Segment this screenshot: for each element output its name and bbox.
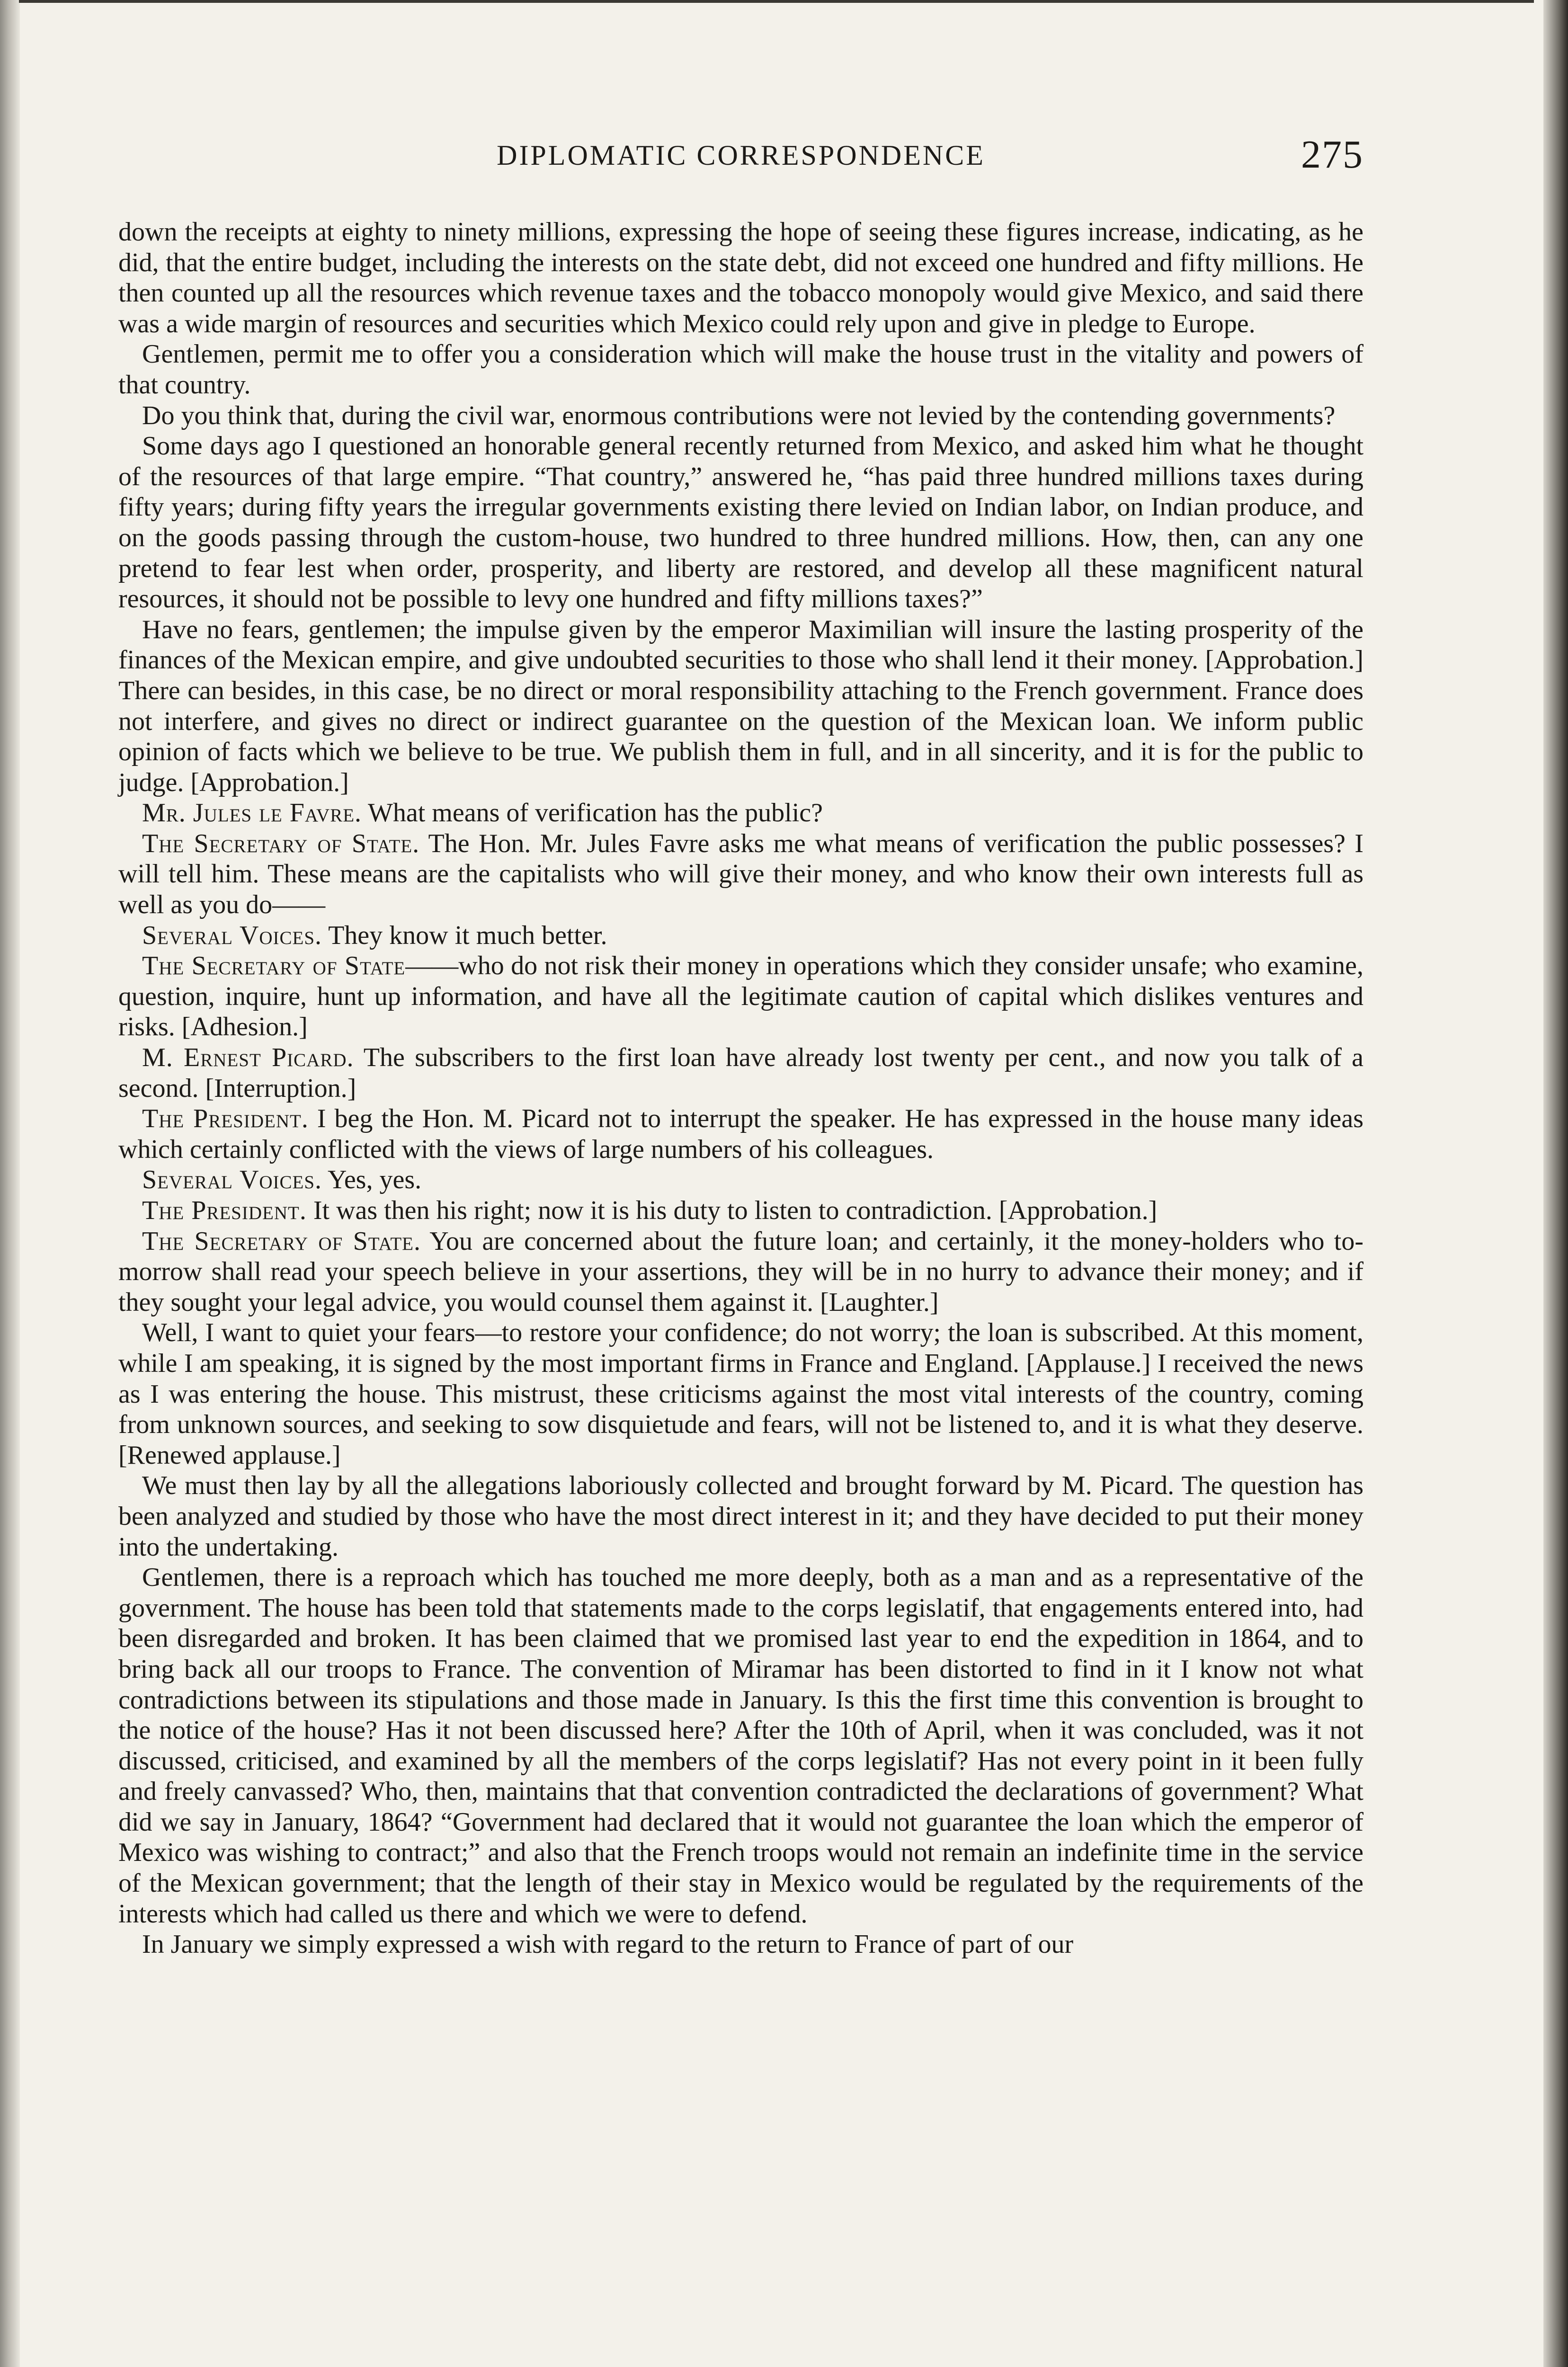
speech-paragraph — [118, 920, 1363, 951]
page-binding-edge — [0, 0, 20, 2367]
paragraph-text: Do you think that, during the civil war, enormous contributions were not levied by the contending governments? — [142, 400, 1336, 430]
paragraph-text: Gentlemen, there is a reproach which has touched me more deeply, both as a man and as a representative of the government. The house has been told that statements made to the corps legislatif, that engagements entered into, had been disregarded and broken. It has been claimed that we promised last year to end the expedition in 1864, and to bring back all our troops to France. The convention of Miramar has been distorted to find in it I know not what contradictions between its stipulations and those made in January. Is this the first time this convention is brought to the notice of the house? Has it not been discussed here? After the 10th of April, when it was concluded, was it not discussed, criticised, and examined by all the members of the corps legislatif? Has not every point in it been fully and freely canvassed? Who, then, maintains that that convention contradicted the declarations of government? What did we say in January, 1864? “Government had declared that it would not guarantee the loan which the emperor of Mexico was wishing to contract;” and also that the French troops would not remain an indefinite time in the service of the Mexican government; that the length of their stay in Mexico would be regulated by the requirements of the interests which had called us there and which we were to defend. — [118, 1563, 1363, 1929]
paragraph — [118, 1929, 1363, 1960]
page-outer-edge — [1543, 0, 1568, 2367]
speech-paragraph — [118, 828, 1363, 920]
page-header — [118, 135, 1363, 187]
paragraph-text: In January we simply expressed a wish with regard to the return to France of part of our — [142, 1930, 1074, 1959]
speaker-name: The Secretary of State — [142, 951, 406, 981]
speech-text: You are concerned about the future loan; and certainly, it the money-holders who to-morrow shall read your speech believe in your assertions, they will be in no hurry to advance their money; and if they sought your legal advice, you would counsel them against it. [Laughter.] — [118, 1226, 1363, 1317]
paragraph — [118, 339, 1363, 400]
speaker-name: The President. — [142, 1196, 307, 1225]
body-text — [118, 217, 1363, 1960]
top-border-rule — [19, 0, 1534, 3]
speaker-name: The Secretary of State. — [142, 828, 420, 858]
running-head: DIPLOMATIC CORRESPONDENCE — [497, 140, 985, 171]
paragraph-text: Gentlemen, permit me to offer you a consideration which will make the house trust in the vitality and powers of that country. — [118, 339, 1363, 400]
speech-text: Yes, yes. — [327, 1165, 422, 1195]
paragraph — [118, 1317, 1363, 1470]
speech-paragraph — [118, 1042, 1363, 1103]
speech-text: The subscribers to the first loan have already lost twenty per cent., and now you talk of a second. [Interruption.] — [118, 1043, 1363, 1103]
speaker-name: The Secretary of State. — [142, 1226, 421, 1256]
paragraph — [118, 614, 1363, 798]
speaker-name: Several Voices. — [142, 920, 322, 950]
paragraph — [118, 1562, 1363, 1929]
speaker-name: M. Ernest Picard. — [142, 1043, 354, 1073]
speech-paragraph — [118, 1165, 1363, 1195]
speech-text: What means of verification has the public? — [368, 798, 823, 828]
page-number: 275 — [1301, 133, 1363, 177]
speech-text: They know it much better. — [328, 920, 607, 950]
paragraph — [118, 431, 1363, 614]
paragraph — [118, 1470, 1363, 1562]
paragraph-text: We must then lay by all the allegations laboriously collected and brought forward by M. Picard. The question has been analyzed and studied by those who have the most direct interest in it; and they have decided to put their money into the undertaking. — [118, 1471, 1363, 1562]
speech-text: The Hon. Mr. Jules Favre asks me what means of verification the public possesses? I will tell him. These means are the capitalists who will give their money, and who know their own interests full as well as you do—— — [118, 828, 1363, 920]
paragraph-text: Some days ago I questioned an honorable general recently returned from Mexico, and asked him what he thought of the resources of that large empire. “That country,” answered he, “has paid three hundred millions taxes during fifty years; during fifty years the irregular governments existing there levied on Indian labor, on Indian produce, and on the goods passing through the custom-house, two hundred to three hundred millions. How, then, can any one pretend to fear lest when order, prosperity, and liberty are restored, and develop all these magnificent natural resources, it should not be possible to levy one hundred and fifty millions taxes?” — [118, 431, 1363, 614]
speaker-name: Several Voices. — [142, 1165, 322, 1195]
speech-text: ——who do not risk their money in operations which they consider unsafe; who examine, question, inquire, hunt up information, and have all the legitimate caution of capital which dislikes ventures and risks. [Adhesion.] — [118, 951, 1363, 1042]
speaker-name: The President. — [142, 1104, 309, 1134]
paragraph-text: Well, I want to quiet your fears—to restore your confidence; do not worry; the loan is subscribed. At this moment, while I am speaking, it is signed by the most important firms in France and England. [Applause.] I received the news as I was entering the house. This mistrust, these criticisms against the most vital interests of the country, coming from unknown sources, and seeking to sow disquietude and fears, will not be listened to, and it is what they deserve. [Renewed applause.] — [118, 1318, 1363, 1470]
paragraph-text: down the receipts at eighty to ninety millions, expressing the hope of seeing these figures increase, indicating, as he did, that the entire budget, including the interests on the state debt, did not exceed one hundred and fifty millions. He then counted up all the resources which revenue taxes and the tobacco monopoly would give Mexico, and said there was a wide margin of resources and securities which Mexico could rely upon and give in pledge to Europe. — [118, 217, 1363, 338]
speech-paragraph — [118, 951, 1363, 1042]
speech-paragraph — [118, 1195, 1363, 1226]
speech-paragraph — [118, 798, 1363, 828]
speech-paragraph — [118, 1103, 1363, 1165]
speech-paragraph — [118, 1226, 1363, 1318]
speaker-name: Mr. Jules le Favre. — [142, 798, 362, 828]
speech-text: It was then his right; now it is his duty to listen to contradiction. [Approbation.] — [313, 1196, 1158, 1225]
paragraph — [118, 400, 1363, 431]
paragraph-text: Have no fears, gentlemen; the impulse given by the emperor Maximilian will insure the lasting prosperity of the finances of the Mexican empire, and give undoubted securities to those who shall lend it their money. [Approbation.] There can besides, in this case, be no direct or moral responsibility attaching to the French government. France does not interfere, and gives no direct or indirect guarantee on the question of the Mexican loan. We inform public opinion of facts which we believe to be true. We publish them in full, and in all sincerity, and it is for the public to judge. [Approbation.] — [118, 614, 1363, 797]
paragraph — [118, 217, 1363, 339]
speech-text: I beg the Hon. M. Picard not to interrupt the speaker. He has expressed in the house many ideas which certainly conflicted with the views of large numbers of his colleagues. — [118, 1104, 1364, 1164]
